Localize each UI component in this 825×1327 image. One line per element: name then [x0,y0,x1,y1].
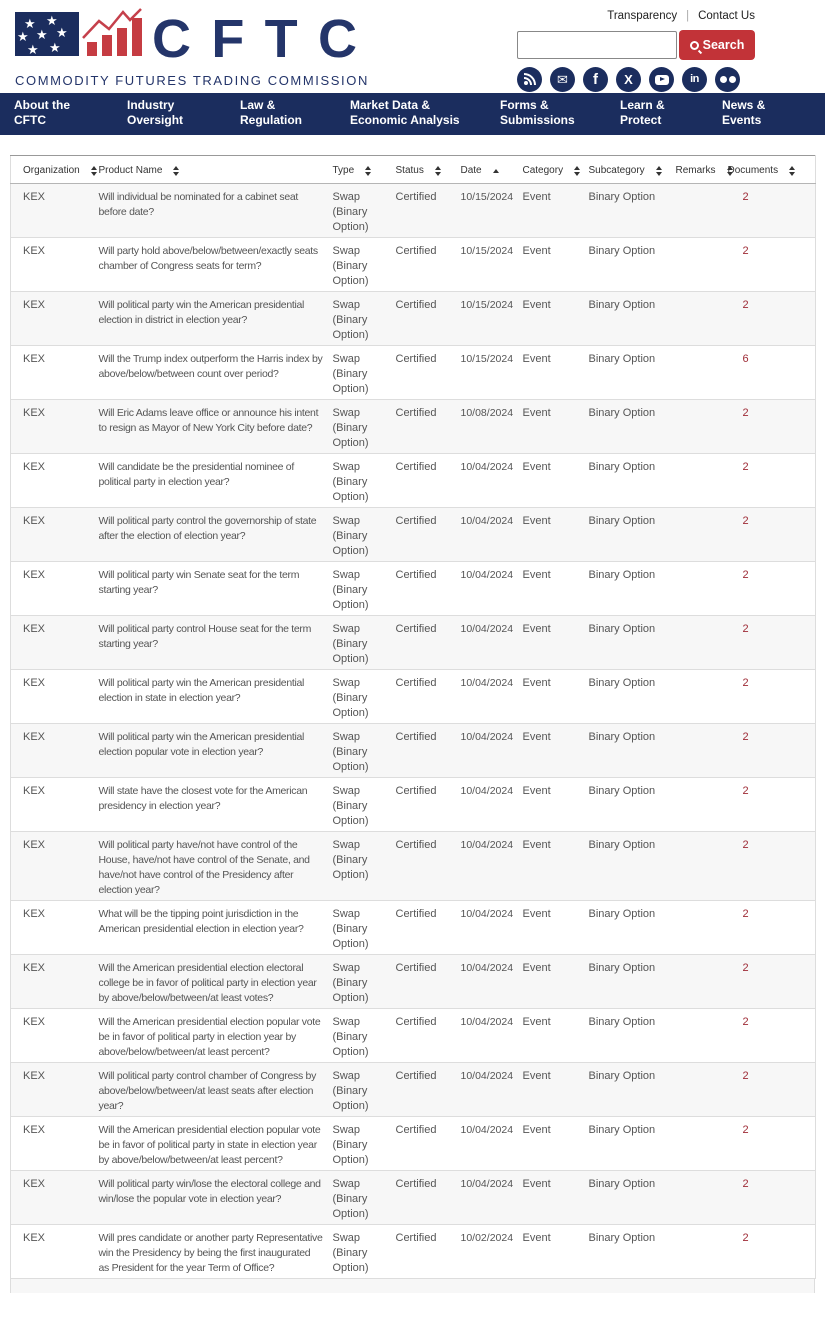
subcategory-cell: Binary Option [589,724,676,778]
remarks-cell [676,724,728,778]
documents-link[interactable]: 2 [742,962,749,974]
remarks-cell [676,1171,728,1225]
type-cell: Swap (Binary Option) [333,1171,396,1225]
type-cell: Swap (Binary Option) [333,292,396,346]
product-name-cell: Will pres candidate or another party Representative win the Presidency by being the first inaugurated as President for the year Term of Office? [99,1225,333,1279]
documents-cell [728,562,816,616]
organization-cell: KEX [11,724,99,778]
subcategory-cell: Binary Option [589,616,676,670]
documents-cell [728,724,816,778]
documents-link[interactable]: 2 [742,731,749,743]
date-cell: 10/04/2024 [461,832,523,901]
organization-cell: KEX [11,1063,99,1117]
subcategory-cell: Binary Option [589,562,676,616]
type-cell: Swap (Binary Option) [333,955,396,1009]
type-cell: Swap (Binary Option) [333,454,396,508]
subcategory-cell: Binary Option [589,292,676,346]
status-cell: Certified [396,1063,461,1117]
documents-cell [728,832,816,901]
documents-link[interactable]: 2 [742,1070,749,1082]
sort-icon [365,166,371,176]
product-name-cell: Will state have the closest vote for the American presidency in election year? [99,778,333,832]
subcategory-cell: Binary Option [589,901,676,955]
product-name-cell: Will individual be nominated for a cabinet seat before date? [99,184,333,238]
category-cell: Event [523,454,589,508]
type-cell: Swap (Binary Option) [333,670,396,724]
table-row [11,778,816,832]
search-button[interactable] [679,30,755,60]
documents-cell [728,955,816,1009]
date-cell: 10/04/2024 [461,1009,523,1063]
remarks-cell [676,1009,728,1063]
subcategory-cell: Binary Option [589,670,676,724]
table-row [11,724,816,778]
table-row [11,508,816,562]
documents-cell [728,184,816,238]
subcategory-cell: Binary Option [589,346,676,400]
date-cell: 10/04/2024 [461,508,523,562]
date-cell: 10/08/2024 [461,400,523,454]
transparency-link[interactable]: Transparency [607,10,678,22]
nav-item[interactable]: News & Events [722,98,766,127]
header-right [517,8,755,93]
sort-icon [173,166,179,176]
category-cell: Event [523,400,589,454]
column-header[interactable]: Status [396,156,461,184]
date-cell: 10/02/2024 [461,1225,523,1279]
product-name-cell: Will political party have/not have control of the House, have/not have control of the Senate, and have/not have control of the Presidency after election year? [99,832,333,901]
date-cell: 10/15/2024 [461,346,523,400]
product-name-cell: Will political party control the governorship of state after the election of election year? [99,508,333,562]
product-name-cell: Will political party win the American presidential election in district in election year? [99,292,333,346]
status-cell: Certified [396,562,461,616]
category-cell: Event [523,1225,589,1279]
subcategory-cell: Binary Option [589,238,676,292]
status-cell: Certified [396,778,461,832]
subcategory-cell: Binary Option [589,400,676,454]
category-cell: Event [523,955,589,1009]
organization-cell: KEX [11,901,99,955]
documents-cell [728,670,816,724]
sort-icon [493,169,499,173]
svg-text:★: ★ [49,40,61,55]
remarks-cell [676,832,728,901]
date-cell: 10/04/2024 [461,1063,523,1117]
search-icon [690,41,699,50]
remarks-cell [676,670,728,724]
x-icon[interactable]: X [616,67,641,92]
organization-cell: KEX [11,346,99,400]
remarks-cell [676,616,728,670]
status-cell: Certified [396,832,461,901]
product-name-cell: Will candidate be the presidential nominee of political party in election year? [99,454,333,508]
category-cell: Event [523,670,589,724]
search-input[interactable] [517,31,677,59]
date-cell: 10/04/2024 [461,454,523,508]
documents-cell [728,292,816,346]
status-cell: Certified [396,955,461,1009]
table-row [11,1225,816,1279]
remarks-cell [676,1117,728,1171]
logo-title: CFTC [152,9,357,66]
product-name-cell: Will political party control House seat for the term starting year? [99,616,333,670]
search-bar [517,30,755,60]
flickr-icon[interactable] [715,67,740,92]
status-cell: Certified [396,901,461,955]
remarks-cell [676,1063,728,1117]
organization-cell: KEX [11,1171,99,1225]
cftc-logo-graphic [15,8,375,66]
status-cell: Certified [396,292,461,346]
documents-link[interactable]: 2 [742,191,749,203]
svg-text:★: ★ [24,16,36,31]
date-cell: 10/04/2024 [461,1171,523,1225]
sort-icon [435,166,441,176]
organization-cell: KEX [11,292,99,346]
subcategory-cell: Binary Option [589,454,676,508]
table-row [11,670,816,724]
table-row [11,1063,816,1117]
organization-cell: KEX [11,454,99,508]
nav-item[interactable]: About the CFTC [14,98,70,127]
status-cell: Certified [396,454,461,508]
sort-icon [656,166,662,176]
rss-icon[interactable] [517,67,542,92]
type-cell: Swap (Binary Option) [333,901,396,955]
organization-cell: KEX [11,616,99,670]
documents-cell [728,238,816,292]
documents-link[interactable]: 2 [742,461,749,473]
documents-link[interactable]: 2 [742,569,749,581]
organization-cell: KEX [11,1225,99,1279]
type-cell: Swap (Binary Option) [333,562,396,616]
sort-icon [574,166,580,176]
documents-link[interactable]: 2 [742,1016,749,1028]
table-row [11,901,816,955]
site-header [0,0,825,93]
type-cell: Swap (Binary Option) [333,184,396,238]
type-cell: Swap (Binary Option) [333,616,396,670]
documents-link[interactable]: 2 [742,515,749,527]
status-cell: Certified [396,184,461,238]
remarks-cell [676,1225,728,1279]
nav-item[interactable]: Forms & Submissions [500,98,575,127]
cftc-logo[interactable] [15,8,375,93]
type-cell: Swap (Binary Option) [333,1225,396,1279]
documents-link[interactable]: 2 [742,1232,749,1244]
date-cell: 10/04/2024 [461,616,523,670]
product-name-cell: Will political party win the American presidential election in state in election year? [99,670,333,724]
organization-cell: KEX [11,832,99,901]
sort-icon [91,166,97,176]
status-cell: Certified [396,670,461,724]
documents-cell [728,1117,816,1171]
svg-text:★: ★ [27,42,39,57]
column-header[interactable]: Organization [11,156,99,184]
social-icons [517,67,755,92]
product-name-cell: What will be the tipping point jurisdiction in the American presidential election in election year? [99,901,333,955]
svg-text:★: ★ [56,25,68,40]
link-divider: | [686,10,690,22]
subcategory-cell: Binary Option [589,1171,676,1225]
content-area [0,135,825,1293]
table-row [11,955,816,1009]
table-row [11,1117,816,1171]
category-cell: Event [523,562,589,616]
column-header[interactable]: Category [523,156,589,184]
subcategory-cell: Binary Option [589,184,676,238]
organization-cell: KEX [11,238,99,292]
date-cell: 10/15/2024 [461,292,523,346]
subcategory-cell: Binary Option [589,1225,676,1279]
youtube-icon[interactable] [649,67,674,92]
status-cell: Certified [396,1171,461,1225]
organization-cell: KEX [11,955,99,1009]
documents-cell [728,1171,816,1225]
next-row-partial [10,1279,815,1293]
product-name-cell: Will the American presidential election electoral college be in favor of political party in election year by above/below/between/at least votes? [99,955,333,1009]
organization-cell: KEX [11,562,99,616]
product-name-cell: Will political party win the American presidential election popular vote in election year? [99,724,333,778]
date-cell: 10/04/2024 [461,955,523,1009]
table-row [11,454,816,508]
date-cell: 10/15/2024 [461,184,523,238]
status-cell: Certified [396,346,461,400]
status-cell: Certified [396,1009,461,1063]
date-cell: 10/04/2024 [461,562,523,616]
status-cell: Certified [396,616,461,670]
organization-cell: KEX [11,670,99,724]
category-cell: Event [523,508,589,562]
documents-cell [728,1063,816,1117]
type-cell: Swap (Binary Option) [333,508,396,562]
date-cell: 10/15/2024 [461,238,523,292]
category-cell: Event [523,832,589,901]
remarks-cell [676,238,728,292]
organization-cell: KEX [11,400,99,454]
nav-item[interactable]: Industry Oversight [127,98,184,127]
remarks-cell [676,346,728,400]
documents-cell [728,508,816,562]
category-cell: Event [523,238,589,292]
documents-link[interactable]: 2 [742,785,749,797]
documents-link[interactable]: 2 [742,1178,749,1190]
column-header[interactable]: Remarks [676,156,728,184]
nav-item[interactable]: Law & Regulation [240,98,302,127]
date-cell: 10/04/2024 [461,724,523,778]
date-cell: 10/04/2024 [461,670,523,724]
documents-link[interactable]: 2 [742,1124,749,1136]
product-filings-table [10,155,816,1279]
product-name-cell: Will Eric Adams leave office or announce his intent to resign as Mayor of New York City before date? [99,400,333,454]
subcategory-cell: Binary Option [589,832,676,901]
table-row [11,292,816,346]
linkedin-icon[interactable]: in [682,67,707,92]
remarks-cell [676,778,728,832]
documents-link[interactable]: 2 [742,677,749,689]
type-cell: Swap (Binary Option) [333,400,396,454]
svg-text:★: ★ [36,27,48,42]
svg-text:★: ★ [46,13,58,28]
documents-cell [728,400,816,454]
remarks-cell [676,562,728,616]
remarks-cell [676,184,728,238]
table-row [11,238,816,292]
remarks-cell [676,400,728,454]
product-name-cell: Will political party control chamber of Congress by above/below/between/at least seats after election year? [99,1063,333,1117]
subcategory-cell: Binary Option [589,1063,676,1117]
type-cell: Swap (Binary Option) [333,1117,396,1171]
category-cell: Event [523,724,589,778]
product-name-cell: Will the Trump index outperform the Harris index by above/below/between count over period? [99,346,333,400]
column-header[interactable]: Documents [728,156,816,184]
remarks-cell [676,292,728,346]
documents-link[interactable]: 6 [742,353,749,365]
category-cell: Event [523,292,589,346]
sort-icon [789,166,795,176]
status-cell: Certified [396,1225,461,1279]
documents-link[interactable]: 2 [742,299,749,311]
documents-cell [728,616,816,670]
table-row [11,184,816,238]
category-cell: Event [523,1063,589,1117]
table-row [11,346,816,400]
organization-cell: KEX [11,184,99,238]
nav-item[interactable]: Learn & Protect [620,98,665,127]
type-cell: Swap (Binary Option) [333,346,396,400]
documents-link[interactable]: 2 [742,245,749,257]
logo-tagline: COMMODITY FUTURES TRADING COMMISSION [15,73,369,88]
documents-link[interactable]: 2 [742,623,749,635]
category-cell: Event [523,616,589,670]
column-header[interactable]: Type [333,156,396,184]
table-row [11,832,816,901]
column-header[interactable]: Date [461,156,523,184]
date-cell: 10/04/2024 [461,901,523,955]
documents-cell [728,454,816,508]
status-cell: Certified [396,238,461,292]
organization-cell: KEX [11,1009,99,1063]
column-header[interactable]: Product Name [99,156,333,184]
facebook-icon[interactable]: f [583,67,608,92]
organization-cell: KEX [11,508,99,562]
documents-cell [728,901,816,955]
product-name-cell: Will political party win/lose the electoral college and win/lose the popular vote in election year? [99,1171,333,1225]
type-cell: Swap (Binary Option) [333,778,396,832]
nav-item[interactable]: Market Data & Economic Analysis [350,98,460,127]
search-button-label: Search [702,38,745,52]
status-cell: Certified [396,400,461,454]
remarks-cell [676,955,728,1009]
table-row [11,1009,816,1063]
table-row [11,400,816,454]
table-row [11,1171,816,1225]
remarks-cell [676,901,728,955]
category-cell: Event [523,1009,589,1063]
documents-link[interactable]: 2 [742,407,749,419]
type-cell: Swap (Binary Option) [333,1009,396,1063]
status-cell: Certified [396,1117,461,1171]
category-cell: Event [523,184,589,238]
column-header[interactable]: Subcategory [589,156,676,184]
type-cell: Swap (Binary Option) [333,238,396,292]
product-name-cell: Will the American presidential election popular vote be in favor of political party in election year by above/below/between/at least percent? [99,1009,333,1063]
email-icon[interactable]: ✉ [550,67,575,92]
category-cell: Event [523,346,589,400]
status-cell: Certified [396,724,461,778]
organization-cell: KEX [11,1117,99,1171]
category-cell: Event [523,778,589,832]
product-name-cell: Will party hold above/below/between/exactly seats chamber of Congress seats for term? [99,238,333,292]
type-cell: Swap (Binary Option) [333,832,396,901]
date-cell: 10/04/2024 [461,1117,523,1171]
category-cell: Event [523,901,589,955]
svg-text:★: ★ [17,29,29,44]
documents-cell [728,1009,816,1063]
category-cell: Event [523,1117,589,1171]
type-cell: Swap (Binary Option) [333,724,396,778]
remarks-cell [676,508,728,562]
remarks-cell [676,454,728,508]
table-row [11,616,816,670]
documents-link[interactable]: 2 [742,908,749,920]
documents-cell [728,346,816,400]
subcategory-cell: Binary Option [589,1117,676,1171]
documents-cell [728,778,816,832]
category-cell: Event [523,1171,589,1225]
subcategory-cell: Binary Option [589,955,676,1009]
contact-us-link[interactable]: Contact Us [698,10,755,22]
type-cell: Swap (Binary Option) [333,1063,396,1117]
table-header-row [11,156,816,184]
product-name-cell: Will political party win Senate seat for the term starting year? [99,562,333,616]
date-cell: 10/04/2024 [461,778,523,832]
documents-cell [728,1225,816,1279]
subcategory-cell: Binary Option [589,778,676,832]
status-cell: Certified [396,508,461,562]
subcategory-cell: Binary Option [589,1009,676,1063]
table-row [11,562,816,616]
top-links [517,10,755,22]
main-nav [0,93,825,135]
documents-link[interactable]: 2 [742,839,749,851]
subcategory-cell: Binary Option [589,508,676,562]
organization-cell: KEX [11,778,99,832]
product-name-cell: Will the American presidential election popular vote be in favor of political party in state in election year by above/below/between/at least percent? [99,1117,333,1171]
